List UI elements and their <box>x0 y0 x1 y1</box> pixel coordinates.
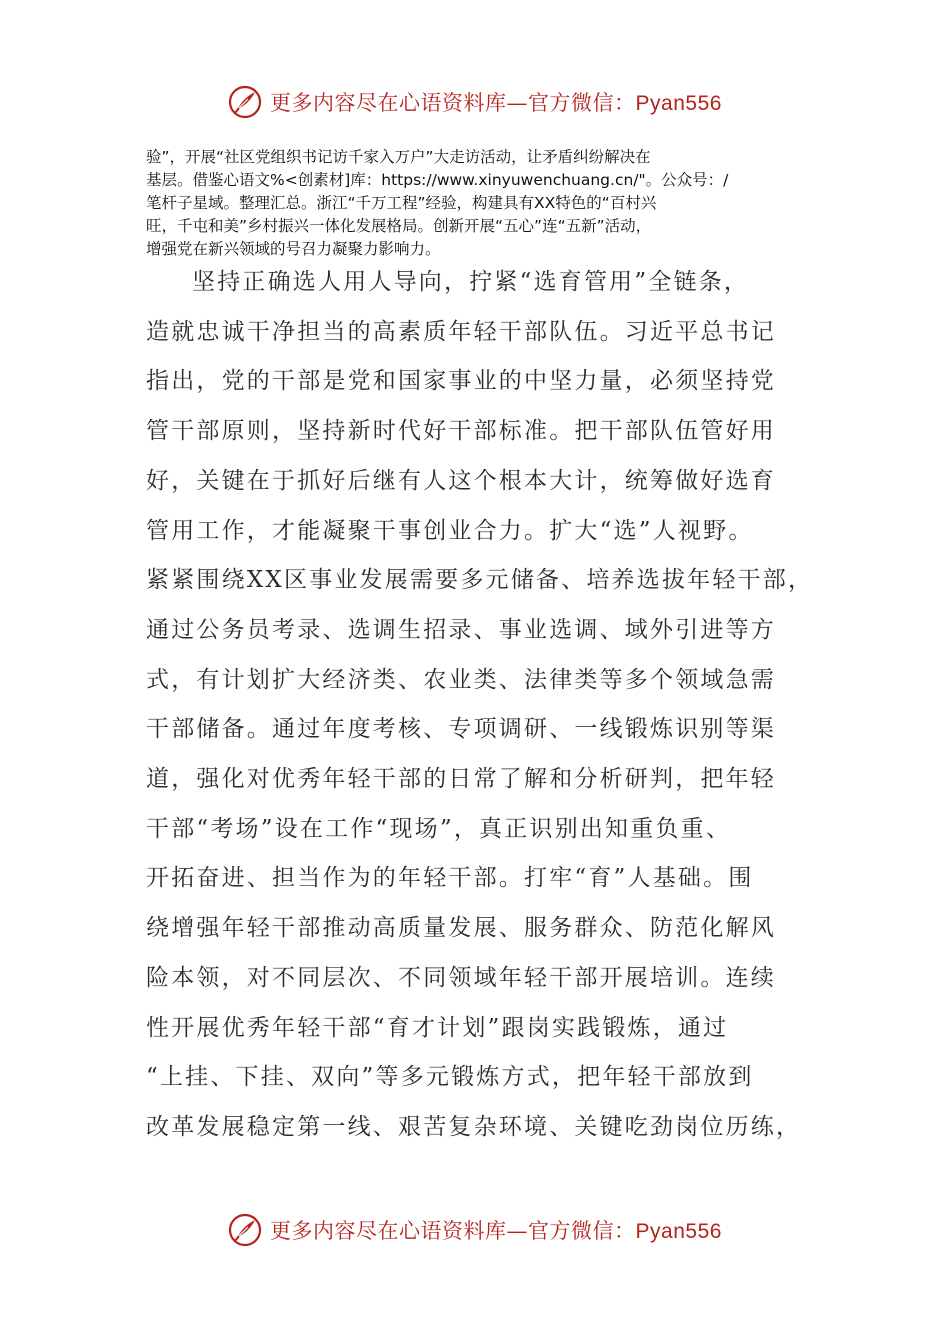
main-paragraph-line: 指出，党的干部是党和国家事业的中坚力量，必须坚持党 <box>146 368 776 395</box>
small-paragraph-line: 旺，千屯和美”乡村振兴一体化发展格局。创新开展“五心”连“五新”活动， <box>146 217 652 235</box>
quill-logo-icon <box>228 1213 262 1247</box>
small-paragraph-line: 验”，开展“社区党组织书记访千家入万户”大走访活动，让矛盾纠纷解决在 <box>146 148 651 166</box>
main-paragraph-line: 开拓奋进、担当作为的年轻干部。打牢“育”人基础。围 <box>146 865 754 892</box>
header-banner-text: 更多内容尽在心语资料库—官方微信：Pyan556 <box>270 91 722 115</box>
main-paragraph-line: 绕增强年轻干部推动高质量发展、服务群众、防范化解风 <box>146 915 776 942</box>
quill-logo-icon <box>228 85 262 119</box>
main-paragraph-line: 干部“考场”设在工作“现场”，真正识别出知重负重、 <box>146 815 732 842</box>
main-paragraph <box>146 258 826 1153</box>
main-paragraph-line: 道，强化对优秀年轻干部的日常了解和分析研判，把年轻 <box>146 766 776 793</box>
main-paragraph-line: 通过公务员考录、选调生招录、事业选调、域外引进等方 <box>146 616 776 643</box>
main-paragraph-line: 造就忠诚干净担当的高素质年轻干部队伍。习近平总书记 <box>146 318 776 345</box>
header-wechat-id: Pyan556 <box>635 92 722 115</box>
footer-wechat-id: Pyan556 <box>635 1220 722 1243</box>
main-paragraph-line: 好，关键在于抓好后继有人这个根本大计，统筹做好选育 <box>146 467 776 494</box>
small-paragraph-line: 笔杆子星域。整理汇总。浙江“千万工程”经验，构建具有XX特色的“百村兴 <box>146 194 657 212</box>
small-paragraph <box>146 146 816 261</box>
main-paragraph-line: 管用工作，才能凝聚干事创业合力。扩大“选”人视野。 <box>146 517 754 544</box>
main-paragraph-line: 险本领，对不同层次、不同领域年轻干部开展培训。连续 <box>146 964 776 991</box>
small-paragraph-line: 增强党在新兴领域的号召力凝聚力影响力。 <box>146 240 441 258</box>
main-paragraph-line: 紧紧围绕XX区事业发展需要多元储备、培养选拔年轻干部， <box>146 567 814 594</box>
main-paragraph-line: 式，有计划扩大经济类、农业类、法律类等多个领域急需 <box>146 666 776 693</box>
main-paragraph-line: 管干部原则，坚持新时代好干部标准。把干部队伍管好用 <box>146 418 776 445</box>
footer-banner <box>0 1210 950 1250</box>
small-paragraph-line: 基层。借鉴心语文%<创素材]库：https://www.xinyuwenchuang.cn/"。公众号：/ <box>146 171 729 189</box>
header-banner <box>0 82 950 122</box>
footer-banner-text: 更多内容尽在心语资料库—官方微信：Pyan556 <box>270 1219 722 1243</box>
main-paragraph-line: 干部储备。通过年度考核、专项调研、一线锻炼识别等渠 <box>146 716 776 743</box>
main-paragraph-line: 坚持正确选人用人导向，拧紧“选育管用”全链条， <box>192 269 750 295</box>
main-paragraph-line: “上挂、下挂、双向”等多元锻炼方式，把年轻干部放到 <box>146 1064 754 1091</box>
main-paragraph-line: 性开展优秀年轻干部“育才计划”跟岗实践锻炼，通过 <box>146 1014 729 1041</box>
main-paragraph-line: 改革发展稳定第一线、艰苦复杂环境、关键吃劲岗位历练， <box>146 1113 802 1140</box>
